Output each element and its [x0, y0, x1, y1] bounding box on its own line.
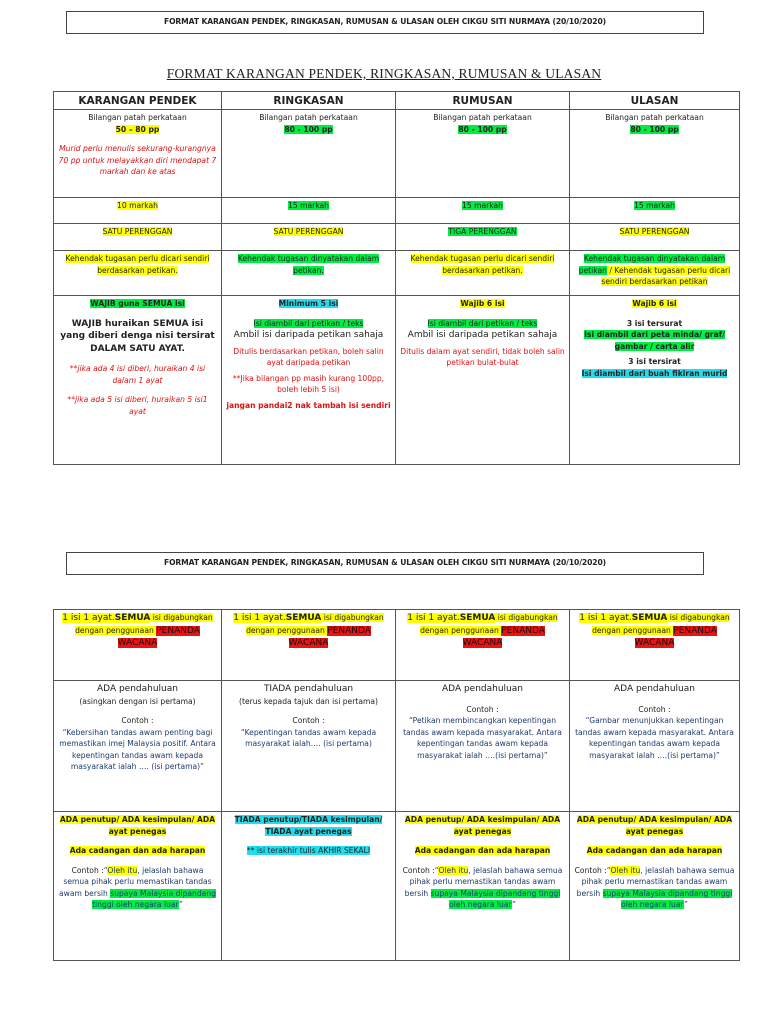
table-cell [222, 110, 396, 198]
table-cell [54, 110, 222, 198]
table-cell [222, 610, 396, 681]
table-cell [396, 224, 570, 251]
cell-text: Ambil isi daripada petikan sahaja [407, 330, 558, 340]
cell-text: PENANDA WACANA [462, 625, 545, 648]
cell-text: Contoh : [638, 704, 671, 714]
table-cell [396, 681, 570, 812]
table-cell [570, 681, 739, 812]
table-cell [396, 198, 570, 224]
cell-text: “Gambar menunjukkan kepentingan tandas awam kepada masyarakat. Antara kepentingan tandas awam kepada masyarakat ialah ….(isi pertama)” [575, 716, 734, 760]
cell-text: Kehendak tugasan perlu dicari sendiri berdasarkan petikan. [65, 254, 210, 275]
cell-text: Contoh : [71, 865, 104, 875]
cell-text: Oleh itu [107, 865, 138, 875]
table-cell [570, 224, 739, 251]
cell-text: SEMUA [459, 613, 496, 623]
cell-text: Oleh itu [438, 865, 469, 875]
cell-text: 3 isi tersurat [626, 318, 683, 328]
table-cell [54, 251, 222, 296]
cell-text: TIGA PERENGGAN [448, 227, 517, 236]
cell-text: SATU PERENGGAN [619, 227, 690, 236]
table-cell [570, 251, 739, 296]
cell-text: **jika ada 4 isi diberi, huraikan 4 isi dalam 1 ayat [69, 364, 206, 385]
cell-text: supaya Malaysia dipandang tinggi oleh negara luar [430, 888, 561, 909]
cell-text: supaya Malaysia dipandang tinggi oleh negara luar [92, 888, 216, 909]
cell-text: SATU PERENGGAN [273, 227, 344, 236]
cell-text: ADA penutup/ ADA kesimpulan/ ADA ayat penegas [59, 815, 216, 836]
table-cell [54, 224, 222, 251]
cell-text: SEMUA [631, 613, 668, 623]
cell-text: “Kebersihan tandas awam penting bagi memastikan imej Malaysia positif. Antara kepentingan tandas awam kepada masyarakat ialah …. (isi pertama)” [59, 727, 216, 771]
cell-text: 15 markah [462, 201, 503, 210]
table-cell [570, 610, 739, 681]
cell-text: Contoh : [402, 865, 435, 875]
cell-text: Contoh : [466, 704, 499, 714]
table-cell [570, 110, 739, 198]
cell-text: Ditulis dalam ayat sendiri, tidak boleh salin petikan bulat-bulat [400, 346, 565, 367]
cell-text: Ada cadangan dan ada harapan [69, 846, 206, 855]
cell-text: Ada cadangan dan ada harapan [586, 846, 723, 855]
cell-text: , jelaslah bahawa semua pihak perlu memastikan tandas awam bersih [576, 865, 735, 898]
table-cell [54, 681, 222, 812]
cell-text: Bilangan patah perkataan [433, 113, 532, 122]
table-cell [570, 198, 739, 224]
cell-text: isi digabungkan dengan penggunaan [420, 613, 558, 635]
column-header: RINGKASAN [222, 92, 396, 110]
column-header: RUMUSAN [396, 92, 570, 110]
cell-text: ” [683, 900, 688, 909]
table-cell [396, 296, 570, 464]
page-title: FORMAT KARANGAN PENDEK, RINGKASAN, RUMUSAN & ULASAN [166, 66, 602, 81]
table-cell [396, 610, 570, 681]
cell-text: Minimum 5 isi [278, 299, 339, 308]
cell-text: Oleh itu [610, 865, 641, 875]
cell-text: PENANDA WACANA [117, 625, 200, 648]
cell-text: **Jika bilangan pp masih kurang 100pp, boleh lebih 5 isi) [232, 373, 385, 394]
table-cell [54, 296, 222, 464]
table-cell [222, 251, 396, 296]
cell-text: PENANDA WACANA [288, 625, 371, 648]
table-cell [222, 296, 396, 464]
cell-text: Isi diambil dari petikan / teks [427, 318, 538, 328]
cell-text: 1 isi 1 ayat. [62, 613, 115, 623]
cell-text: 15 markah [288, 201, 329, 210]
cell-text: 1 isi 1 ayat. [579, 613, 632, 623]
cell-text: ADA pendahuluan [97, 684, 178, 694]
cell-text: Isi diambil dari buah fikiran murid [581, 368, 728, 378]
cell-text: ” [178, 900, 183, 909]
cell-text: PENANDA WACANA [634, 625, 717, 648]
cell-text: ” [511, 900, 516, 909]
cell-text: , jelaslah bahawa semua pihak perlu memastikan tandas awam bersih [404, 865, 563, 898]
cell-text: Ditulis berdasarkan petikan, boleh salin ayat daripada petikan [233, 346, 384, 367]
table-cell [396, 812, 570, 960]
table-cell [222, 198, 396, 224]
cell-text: supaya Malaysia dipandang tinggi oleh negara luar [602, 888, 733, 909]
cell-text: WAJIB huraikan SEMUA isi yang diberi denga nisi tersirat DALAM SATU AYAT. [60, 318, 215, 354]
cell-text: isi digabungkan dengan penggunaan [592, 613, 730, 635]
table-cell [54, 198, 222, 224]
cell-text: “Petikan membincangkan kepentingan tandas awam kepada masyarakat. Antara kepentingan tandas awam kepada masyarakat ialah ….(isi pertama)” [403, 716, 562, 760]
cell-text: 50 – 80 pp [115, 124, 160, 134]
table-cell [570, 812, 739, 960]
cell-text: Ada cadangan dan ada harapan [414, 846, 551, 855]
cell-text: Bilangan patah perkataan [605, 113, 704, 122]
cell-text: SATU PERENGGAN [102, 227, 173, 236]
cell-text: “ [606, 865, 611, 875]
cell-text: Kehendak tugasan perlu dicari sendiri berdasarkan petikan. [410, 254, 555, 275]
cell-text: ADA penutup/ ADA kesimpulan/ ADA ayat penegas [404, 815, 561, 836]
cell-text: 80 - 100 pp [458, 124, 507, 134]
cell-text: 80 - 100 pp [284, 124, 333, 134]
column-header: KARANGAN PENDEK [54, 92, 222, 110]
cell-text: Wajib 6 isi [460, 299, 505, 308]
cell-text: Ambil isi daripada petikan sahaja [233, 330, 384, 340]
cell-text: 10 markah [117, 201, 158, 210]
cell-text: **jika ada 5 isi diberi, huraikan 5 isi1 ayat [67, 395, 208, 416]
document-header: FORMAT KARANGAN PENDEK, RINGKASAN, RUMUSAN & ULASAN OLEH CIKGU SITI NURMAYA (20/10/2020) [66, 11, 704, 34]
cell-text: WAJIB guna SEMUA isi [90, 299, 185, 308]
cell-text: Contoh : [292, 716, 325, 725]
cell-text: “Kepentingan tandas awam kepada masyarakat ialah…. (isi pertama) [240, 727, 377, 748]
cell-text: Contoh : [574, 865, 607, 875]
cell-text: Contoh : [121, 716, 154, 725]
table-cell [396, 251, 570, 296]
cell-text: TIADA penutup/TIADA kesimpulan/ TIADA ayat penegas [234, 815, 383, 836]
cell-text: Kehendak tugasan dinyatakan dalam petikan [578, 254, 726, 275]
cell-text: 3 isi tersirat [628, 357, 681, 366]
table-cell [222, 681, 396, 812]
cell-text: 80 - 100 pp [630, 124, 679, 134]
table-cell [396, 110, 570, 198]
format-table-1 [53, 91, 740, 465]
cell-text: SEMUA [114, 613, 151, 623]
cell-text: isi digabungkan dengan penggunaan [246, 613, 384, 635]
cell-text: Isi diambil dari petikan / teks [253, 318, 364, 328]
cell-text: 1 isi 1 ayat. [233, 613, 286, 623]
cell-text: ** isi terakhir tulis AKHIR SEKALI [246, 846, 371, 855]
table-cell [222, 224, 396, 251]
column-header: ULASAN [570, 92, 739, 110]
format-table-2 [53, 609, 740, 961]
document-header-2: FORMAT KARANGAN PENDEK, RINGKASAN, RUMUSAN & ULASAN OLEH CIKGU SITI NURMAYA (20/10/2020) [66, 552, 704, 575]
cell-text: ADA penutup/ ADA kesimpulan/ ADA ayat penegas [576, 815, 733, 836]
table-cell [54, 610, 222, 681]
cell-text: SEMUA [285, 613, 322, 623]
cell-text: Bilangan patah perkataan [88, 113, 187, 122]
cell-text: (terus kepada tajuk dan isi pertama) [239, 696, 378, 706]
cell-text: 1 isi 1 ayat. [407, 613, 460, 623]
cell-text: / Kehendak tugasan perlu dicari sendiri berdasarkan petikan [601, 265, 731, 286]
cell-text: 15 markah [634, 201, 675, 210]
cell-text: Murid perlu menulis sekurang-kurangnya 70 pp untuk melayakkan diri mendapat 7 markah dan ke atas [58, 144, 217, 176]
cell-text: Isi diambil dari peta minda/ graf/ gambar / carta alir [584, 330, 725, 351]
cell-text: Kehendak tugasan dinyatakan dalam petikan. [237, 254, 380, 275]
cell-text: , jelaslah bahawa semua pihak perlu memastikan tandas awam bersih [59, 865, 212, 898]
table-cell [222, 812, 396, 960]
cell-text: jangan pandai2 nak tambah isi sendiri [226, 400, 391, 410]
cell-text: Wajib 6 isi [632, 299, 677, 308]
cell-text: isi digabungkan dengan penggunaan [75, 613, 213, 635]
cell-text: (asingkan dengan isi pertama) [79, 696, 196, 706]
cell-text: Bilangan patah perkataan [259, 113, 358, 122]
table-cell [54, 812, 222, 960]
table-cell [570, 296, 739, 464]
cell-text: TIADA pendahuluan [263, 684, 354, 694]
cell-text: ADA pendahuluan [442, 684, 523, 694]
cell-text: ADA pendahuluan [614, 684, 695, 694]
cell-text: “ [103, 865, 108, 875]
cell-text: “ [434, 865, 439, 875]
